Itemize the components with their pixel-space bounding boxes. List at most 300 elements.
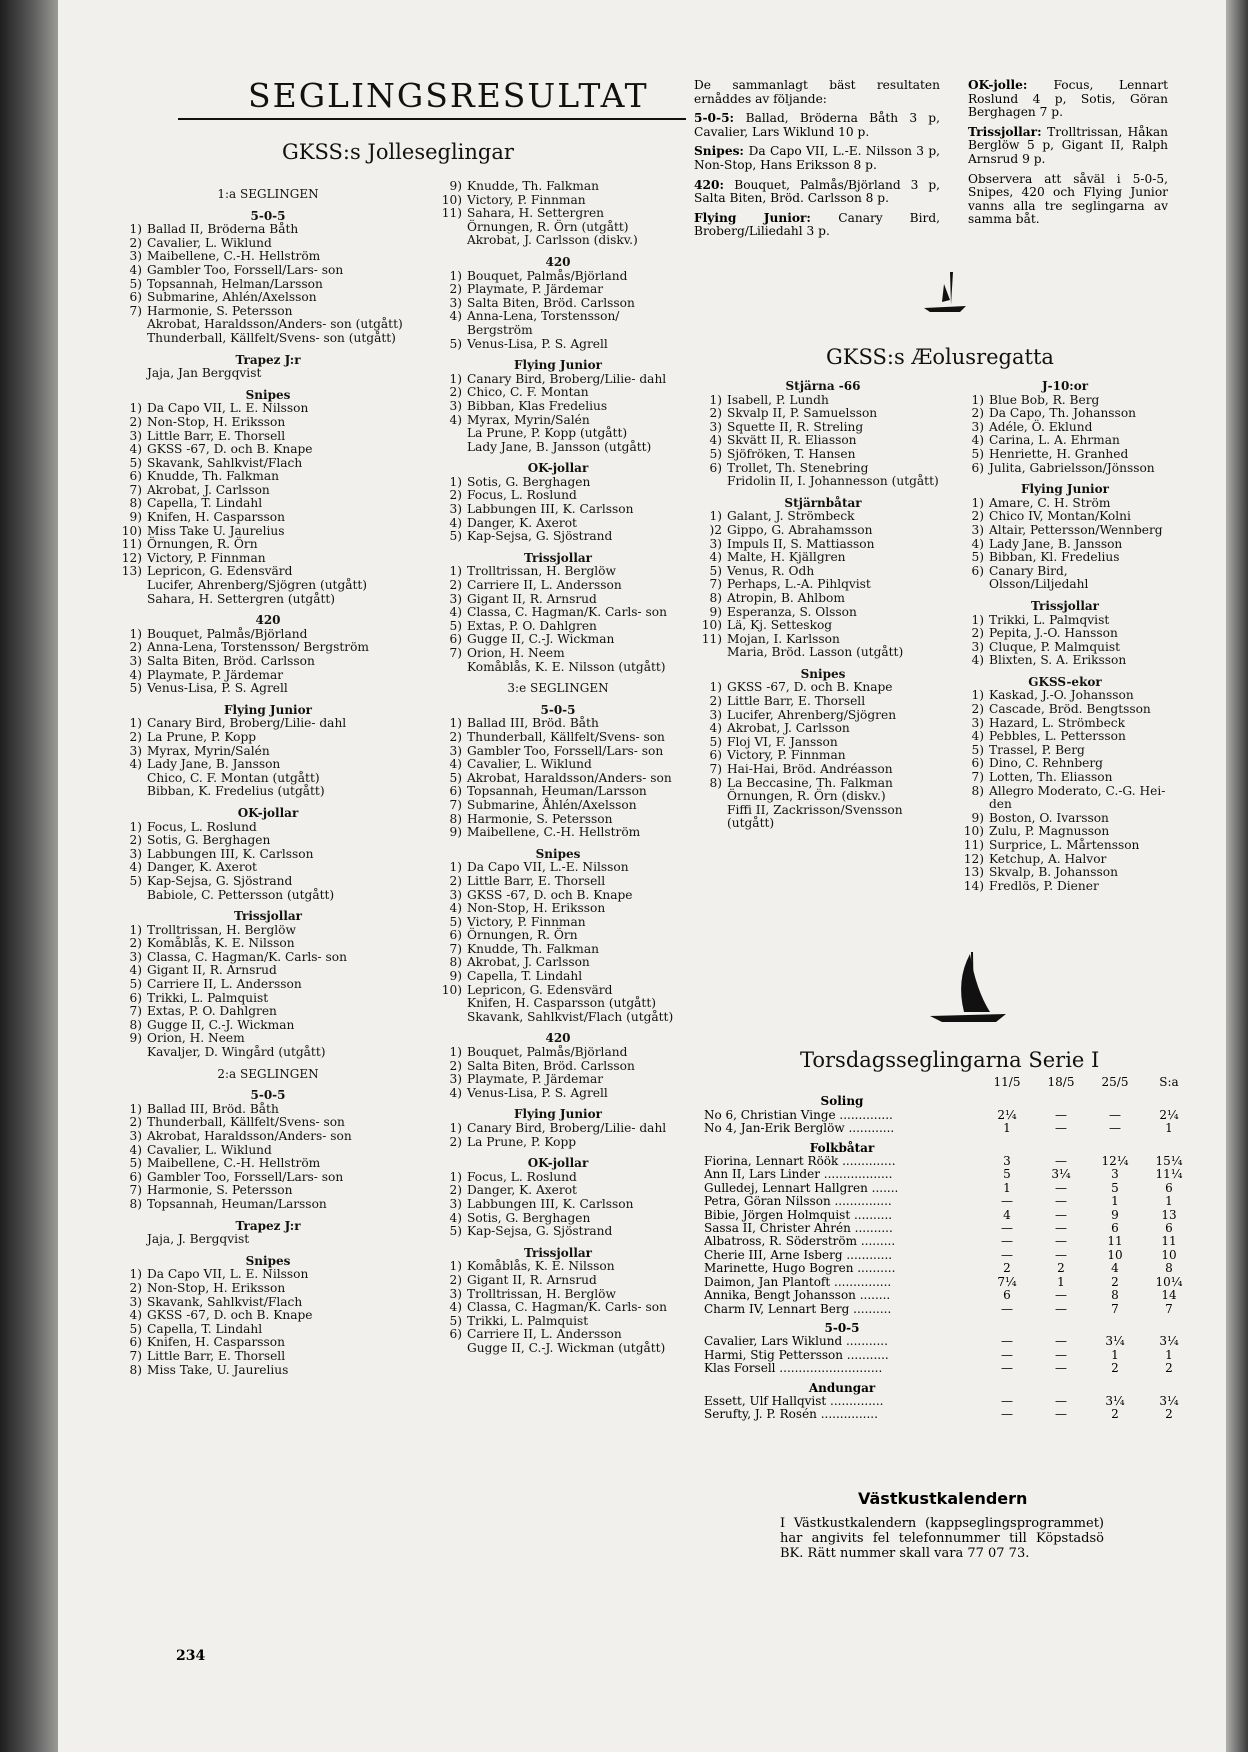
tors-row bbox=[704, 1249, 1184, 1262]
result-row bbox=[438, 503, 678, 517]
result-row bbox=[438, 1060, 678, 1074]
result-entry: Amare, C. H. Ström bbox=[989, 495, 1111, 510]
result-entry: Trolltrissan, H. Berglöw bbox=[147, 922, 296, 937]
tors-boat: Annika, Bengt Johansson ........ bbox=[704, 1289, 891, 1303]
result-row bbox=[698, 695, 948, 709]
tors-points: — bbox=[1055, 1234, 1067, 1249]
result-rank: 1) bbox=[709, 680, 722, 695]
result-row bbox=[118, 1103, 418, 1117]
result-entry: Cavalier, L. Wiklund bbox=[467, 757, 592, 772]
result-entry: Miss Take U. Jaurelius bbox=[147, 523, 285, 538]
result-entry: Orion, H. Neem bbox=[467, 646, 565, 660]
result-row bbox=[118, 484, 418, 498]
result-entry: GKSS -67, D. och B. Knape bbox=[727, 680, 893, 695]
result-entry: Anna-Lena, Torstensson/ Bergström bbox=[467, 309, 620, 337]
result-rank: 1) bbox=[449, 268, 462, 283]
summary-text: Bouquet, Palmås/Björland 3 p, Salta Biten, Bröd. Carlsson 8 p. bbox=[694, 177, 940, 206]
summary-line bbox=[968, 79, 1168, 120]
tors-row bbox=[704, 1109, 1184, 1122]
result-row bbox=[118, 889, 418, 903]
result-rank: 4) bbox=[971, 653, 984, 668]
result-row bbox=[438, 826, 678, 840]
result-row bbox=[438, 297, 678, 311]
result-row bbox=[438, 1212, 678, 1226]
result-row bbox=[438, 1087, 678, 1101]
tors-boat: Sassa II, Christer Ahrén .......... bbox=[704, 1222, 893, 1236]
result-rank: 2) bbox=[449, 385, 462, 400]
result-entry: Cavalier, L. Wiklund bbox=[147, 235, 272, 250]
result-rank bbox=[118, 579, 147, 593]
result-row bbox=[438, 283, 678, 297]
result-rank: 10) bbox=[121, 523, 142, 538]
result-rank: 11) bbox=[701, 631, 722, 646]
result-rank bbox=[698, 790, 727, 804]
tors-boat: Fiorina, Lennart Röök .............. bbox=[704, 1155, 896, 1169]
result-row bbox=[960, 703, 1170, 717]
result-entry: Örnungen, R. Örn (diskv.) bbox=[727, 789, 886, 804]
result-row bbox=[960, 853, 1170, 867]
result-entry: Trikki, L. Palmquist bbox=[147, 990, 269, 1005]
result-entry: Örnungen, R. Örn (utgått) bbox=[467, 219, 629, 234]
result-row bbox=[438, 1136, 678, 1150]
result-row bbox=[698, 722, 948, 736]
aeolus-heading: GKSS:s Æolusregatta bbox=[826, 345, 1054, 369]
result-rank: 5) bbox=[449, 618, 462, 633]
result-entry: Akrobat, J. Carlsson (diskv.) bbox=[467, 233, 638, 248]
result-row bbox=[960, 839, 1170, 853]
result-row bbox=[118, 593, 418, 607]
result-rank: 2) bbox=[971, 406, 984, 421]
result-rank: 1) bbox=[129, 401, 142, 416]
result-entry: Fiffi II, Zackrisson/Svensson (utgått) bbox=[727, 802, 903, 831]
result-row bbox=[438, 731, 678, 745]
result-row bbox=[438, 373, 678, 387]
result-rank: 5) bbox=[449, 914, 462, 929]
tors-points: 7 bbox=[1165, 1301, 1173, 1316]
tors-row bbox=[704, 1289, 1184, 1302]
result-entry: Blue Bob, R. Berg bbox=[989, 392, 1100, 407]
result-row bbox=[960, 407, 1170, 421]
section-heading: Snipes bbox=[245, 387, 291, 402]
result-entry: Non-Stop, H. Eriksson bbox=[467, 901, 606, 916]
tors-points: — bbox=[1055, 1247, 1067, 1262]
tors-row bbox=[704, 1262, 1184, 1275]
section-heading: Snipes bbox=[800, 666, 846, 681]
result-entry: Cavalier, L. Wiklund bbox=[147, 1142, 272, 1157]
result-rank: 2) bbox=[129, 833, 142, 848]
result-rank: 5) bbox=[971, 742, 984, 757]
tors-points: — bbox=[1001, 1194, 1013, 1209]
tors-points: — bbox=[1001, 1234, 1013, 1249]
result-row bbox=[438, 606, 678, 620]
result-rank: 7) bbox=[971, 770, 984, 785]
result-row bbox=[438, 772, 678, 786]
result-row bbox=[698, 606, 948, 620]
result-entry: Playmate, P. Järdemar bbox=[147, 667, 284, 682]
tors-points: — bbox=[1001, 1347, 1013, 1362]
result-rank: 3) bbox=[971, 419, 984, 434]
tors-points: 3¼ bbox=[1105, 1393, 1125, 1408]
result-rank: 9) bbox=[129, 1031, 142, 1046]
result-row bbox=[438, 1073, 678, 1087]
result-rank: 4) bbox=[129, 1308, 142, 1323]
result-rank: 8) bbox=[971, 783, 984, 798]
result-rank: 6) bbox=[449, 928, 462, 943]
result-entry: Gugge II, C.-J. Wickman (utgått) bbox=[467, 1340, 666, 1355]
tors-points: 1 bbox=[1165, 1347, 1173, 1362]
vastkust-text: I Västkustkalendern (kappseglingsprogrammet) har angivits fel telefonnummer till Köpstadsö BK. Rätt nummer skall vara 77 07 73. bbox=[780, 1516, 1104, 1561]
result-row bbox=[438, 476, 678, 490]
result-rank: 6) bbox=[449, 1327, 462, 1342]
tors-header-row bbox=[704, 1076, 1184, 1089]
result-entry: Gambler Too, Forssell/Lars- son bbox=[467, 743, 664, 758]
tors-points: 1 bbox=[1165, 1121, 1173, 1136]
section-heading: Trissjollar bbox=[233, 909, 302, 924]
result-rank: 2) bbox=[129, 729, 142, 744]
result-entry: Kap-Sejsa, G. Sjöstrand bbox=[467, 529, 613, 544]
result-rank: 1) bbox=[129, 1101, 142, 1116]
result-row bbox=[118, 1130, 418, 1144]
result-row bbox=[698, 709, 948, 723]
result-rank bbox=[118, 785, 147, 799]
result-entry: Danger, K. Axerot bbox=[467, 515, 577, 530]
book-binding bbox=[0, 0, 58, 1752]
result-entry: Bibban, Kl. Fredelius bbox=[989, 550, 1120, 565]
result-row bbox=[438, 1342, 678, 1356]
result-rank: 4) bbox=[129, 757, 142, 772]
summary-class: 5-0-5: bbox=[694, 111, 746, 126]
result-rank: 6) bbox=[129, 990, 142, 1005]
result-rank: 4) bbox=[449, 901, 462, 916]
result-row bbox=[438, 1011, 678, 1025]
result-row bbox=[118, 937, 418, 951]
tors-row bbox=[704, 1349, 1184, 1362]
tors-points: — bbox=[1055, 1154, 1067, 1169]
tors-row bbox=[704, 1209, 1184, 1222]
result-row bbox=[438, 441, 678, 455]
result-entry: Salta Biten, Bröd. Carlsson bbox=[467, 1058, 635, 1073]
tors-points: 1 bbox=[1111, 1347, 1119, 1362]
result-row bbox=[118, 669, 418, 683]
result-entry: Labbungen III, K. Carlsson bbox=[467, 502, 634, 517]
tors-points: 3 bbox=[1003, 1154, 1011, 1169]
result-entry: Canary Bird, Broberg/Lilie- dahl bbox=[467, 371, 667, 386]
result-rank: 3) bbox=[129, 249, 142, 264]
title-rule bbox=[178, 118, 686, 120]
result-row bbox=[118, 731, 418, 745]
result-entry: Lucifer, Ahrenberg/Sjögren bbox=[727, 707, 897, 722]
result-row bbox=[438, 1328, 678, 1342]
result-entry: Hazard, L. Strömbeck bbox=[989, 715, 1125, 730]
tors-points: — bbox=[1055, 1107, 1067, 1122]
result-entry: Venus-Lisa, P. S. Agrell bbox=[147, 681, 288, 696]
result-entry: Bouquet, Palmås/Björland bbox=[147, 626, 308, 641]
jolle-heading: GKSS:s Jolleseglingar bbox=[282, 140, 514, 164]
tors-points: 3¼ bbox=[1159, 1334, 1179, 1349]
result-rank: 1) bbox=[449, 1045, 462, 1060]
result-entry: La Prune, P. Kopp bbox=[467, 1134, 577, 1149]
result-rank: 1) bbox=[709, 392, 722, 407]
result-entry: Cluque, P. Malmquist bbox=[989, 639, 1121, 654]
result-row bbox=[118, 1019, 418, 1033]
section-heading: Snipes bbox=[245, 1253, 291, 1268]
result-entry: Venus-Lisa, P. S. Agrell bbox=[467, 336, 608, 351]
tors-boat: Daimon, Jan Plantoft ............... bbox=[704, 1275, 892, 1289]
tors-row bbox=[704, 1408, 1184, 1421]
result-rank: 4) bbox=[971, 729, 984, 744]
result-entry: Trassel, P. Berg bbox=[989, 742, 1085, 757]
result-entry: Canary Bird, Olsson/Liljedahl bbox=[989, 563, 1089, 592]
result-row bbox=[118, 470, 418, 484]
result-rank: 2) bbox=[971, 509, 984, 524]
result-rank: 4) bbox=[449, 412, 462, 427]
result-row bbox=[118, 538, 418, 552]
tors-points: — bbox=[1001, 1301, 1013, 1316]
result-entry: Carriere II, L. Andersson bbox=[467, 578, 622, 593]
result-entry: Carriere II, L. Andersson bbox=[147, 977, 302, 992]
result-rank: 2) bbox=[129, 1280, 142, 1295]
result-entry: Maibellene, C.-H. Hellström bbox=[147, 1156, 321, 1171]
tors-boat: Serufty, J. P. Rosén ............... bbox=[704, 1408, 878, 1422]
result-entry: Anna-Lena, Torstensson/ Bergström bbox=[147, 640, 369, 655]
result-rank: 3) bbox=[449, 1196, 462, 1211]
column-1 bbox=[118, 180, 418, 1377]
tors-row bbox=[704, 1362, 1184, 1375]
result-rank: 5) bbox=[709, 563, 722, 578]
result-row bbox=[438, 661, 678, 675]
result-rank: 5) bbox=[449, 1313, 462, 1328]
result-rank: 3) bbox=[129, 1129, 142, 1143]
tors-points: — bbox=[1109, 1107, 1121, 1122]
result-rank: 11) bbox=[963, 838, 984, 852]
tors-points: 7¼ bbox=[997, 1274, 1017, 1289]
result-rank: 2) bbox=[449, 488, 462, 503]
result-row bbox=[438, 427, 678, 441]
result-row bbox=[960, 538, 1170, 552]
result-entry: Capella, T. Lindahl bbox=[467, 969, 583, 984]
result-row bbox=[118, 834, 418, 848]
result-rank: 2) bbox=[449, 1272, 462, 1287]
result-entry: Allegro Moderato, C.-G. Hei- den bbox=[989, 783, 1166, 812]
tors-points: — bbox=[1055, 1221, 1067, 1236]
result-entry: Fredlös, P. Diener bbox=[989, 878, 1099, 893]
result-row bbox=[438, 579, 678, 593]
result-row bbox=[438, 620, 678, 634]
result-row bbox=[118, 758, 418, 772]
result-row bbox=[960, 641, 1170, 655]
result-row bbox=[960, 394, 1170, 408]
result-entry: Pebbles, L. Pettersson bbox=[989, 729, 1126, 744]
result-entry: Hai-Hai, Bröd. Andréasson bbox=[727, 762, 893, 777]
tors-points: 1 bbox=[1057, 1274, 1065, 1289]
result-row bbox=[118, 318, 418, 332]
result-rank: 9) bbox=[449, 969, 462, 984]
summary-line bbox=[694, 212, 940, 239]
result-row bbox=[438, 799, 678, 813]
result-rank: 11) bbox=[121, 537, 142, 552]
result-row bbox=[438, 489, 678, 503]
result-rank: 2) bbox=[129, 235, 142, 250]
summary-intro: De sammanlagt bäst resultaten ernåddes av följande: bbox=[694, 78, 940, 106]
result-row bbox=[698, 592, 948, 606]
result-rank: 7) bbox=[129, 303, 142, 318]
result-entry: Submarine, Ahlén/Axelsson bbox=[147, 290, 317, 305]
tors-points: 1 bbox=[1003, 1180, 1011, 1195]
result-rank: 3) bbox=[129, 846, 142, 861]
tors-points: — bbox=[1055, 1301, 1067, 1316]
result-rank: 5) bbox=[971, 446, 984, 461]
tors-row bbox=[704, 1303, 1184, 1316]
result-entry: Classa, C. Hagman/K. Carls- son bbox=[467, 1300, 667, 1315]
result-entry: GKSS -67, D. och B. Knape bbox=[147, 442, 313, 457]
result-entry: Canary Bird, Broberg/Lilie- dahl bbox=[467, 1121, 667, 1135]
result-entry: Komåblås, K. E. Nilsson (utgått) bbox=[467, 659, 666, 674]
result-row bbox=[960, 434, 1170, 448]
result-row bbox=[118, 964, 418, 978]
result-row bbox=[960, 654, 1170, 668]
section-heading: Flying Junior bbox=[224, 702, 312, 717]
result-entry: Henriette, H. Granhed bbox=[989, 446, 1129, 461]
result-row bbox=[960, 757, 1170, 771]
result-entry: Bouquet, Palmås/Björland bbox=[467, 1045, 628, 1060]
result-rank: 8) bbox=[129, 1196, 142, 1211]
result-entry: Chico, C. F. Montan (utgått) bbox=[147, 770, 320, 785]
result-row bbox=[960, 812, 1170, 826]
result-entry: Ballad II, Bröderna Båth bbox=[147, 222, 299, 237]
tors-points: 4 bbox=[1111, 1261, 1119, 1276]
result-rank bbox=[118, 593, 147, 607]
result-entry: Maibellene, C.-H. Hellström bbox=[467, 825, 641, 840]
tors-date-header: S:a bbox=[1159, 1075, 1179, 1089]
tors-boat: No 6, Christian Vinge .............. bbox=[704, 1108, 893, 1122]
result-entry: Jaja, Jan Bergqvist bbox=[147, 366, 262, 381]
result-row bbox=[438, 1288, 678, 1302]
result-row bbox=[698, 448, 948, 462]
result-rank: 5) bbox=[449, 336, 462, 351]
result-rank: 2) bbox=[449, 1134, 462, 1149]
section-heading: 5-0-5 bbox=[250, 208, 286, 223]
result-entry: Myrax, Myrin/Salén bbox=[147, 743, 270, 758]
result-rank: 6) bbox=[449, 632, 462, 647]
summary-class: OK-jolle: bbox=[968, 78, 1054, 92]
result-entry: Bibban, Klas Fredelius bbox=[467, 398, 608, 413]
tors-points: 2 bbox=[1003, 1261, 1011, 1276]
result-rank: 6) bbox=[129, 1335, 142, 1350]
tors-points: — bbox=[1001, 1393, 1013, 1408]
result-entry: Gigant II, R. Arnsrud bbox=[467, 591, 597, 606]
result-rank: 10) bbox=[441, 192, 462, 207]
result-entry: Akrobat, J. Carlsson bbox=[727, 721, 850, 736]
result-rank: 9) bbox=[709, 604, 722, 619]
tors-heading: Torsdagsseglingarna Serie I bbox=[800, 1048, 1100, 1072]
result-row bbox=[438, 338, 678, 352]
result-entry: Surprice, L. Mårtensson bbox=[989, 838, 1140, 852]
result-entry: Gambler Too, Forssell/Lars- son bbox=[147, 262, 344, 277]
result-entry: Thunderball, Källfelt/Svens- son bbox=[147, 1115, 345, 1130]
result-rank: 1) bbox=[449, 564, 462, 579]
tors-points: 6 bbox=[1003, 1288, 1011, 1303]
result-entry: Dino, C. Rehnberg bbox=[989, 756, 1103, 771]
result-entry: Skavank, Sahlkvist/Flach bbox=[147, 455, 303, 470]
result-entry: Sahara, H. Settergren bbox=[467, 206, 605, 221]
result-entry: Knudde, Th. Falkman bbox=[147, 469, 279, 484]
result-entry: Akrobat, J. Carlsson bbox=[147, 482, 270, 497]
result-rank: 6) bbox=[709, 460, 722, 475]
tors-points: 13 bbox=[1161, 1207, 1177, 1222]
result-entry: Lepricon, G. Edensvärd bbox=[147, 564, 293, 579]
result-entry: Lä, Kj. Setteskog bbox=[727, 618, 833, 633]
tors-points: — bbox=[1055, 1334, 1067, 1349]
result-entry: Perhaps, L.-A. Pihlqvist bbox=[727, 577, 871, 592]
result-row bbox=[118, 1198, 418, 1212]
tors-points: — bbox=[1055, 1180, 1067, 1195]
result-rank: 7) bbox=[709, 577, 722, 592]
tors-boat: Klas Forsell ........................... bbox=[704, 1362, 883, 1376]
tors-points: — bbox=[1055, 1361, 1067, 1376]
sailboat-large-icon bbox=[926, 950, 1010, 1026]
vastkust-heading: Västkustkalendern bbox=[858, 1489, 1028, 1508]
summary-class: Flying Junior: bbox=[694, 210, 839, 225]
result-row bbox=[118, 641, 418, 655]
result-entry: Trikki, L. Palmqvist bbox=[989, 612, 1110, 627]
result-row bbox=[698, 681, 948, 695]
tors-points: 2 bbox=[1165, 1361, 1173, 1376]
result-row bbox=[118, 264, 418, 278]
result-row bbox=[118, 951, 418, 965]
result-entry: Julita, Gabrielsson/Jönsson bbox=[989, 460, 1155, 475]
result-rank: 3) bbox=[129, 654, 142, 668]
result-rank: 3) bbox=[129, 428, 142, 443]
result-rank: )2 bbox=[709, 522, 722, 537]
result-row bbox=[118, 682, 418, 696]
result-entry: Akrobat, Haraldsson/Anders- son (utgått) bbox=[147, 317, 403, 332]
result-rank: 8) bbox=[129, 496, 142, 511]
tors-points: 8 bbox=[1111, 1288, 1119, 1303]
result-rank: 12) bbox=[121, 550, 142, 565]
result-row bbox=[118, 785, 418, 799]
tors-points: 6 bbox=[1165, 1180, 1173, 1195]
result-rank: 2) bbox=[129, 414, 142, 429]
result-rank bbox=[438, 234, 467, 248]
result-row bbox=[118, 367, 418, 381]
tors-points: — bbox=[1055, 1288, 1067, 1303]
tors-row bbox=[704, 1182, 1184, 1195]
section-heading: GKSS-ekor bbox=[1028, 674, 1102, 689]
result-entry: Topsannah, Helman/Larsson bbox=[147, 276, 323, 291]
result-entry: Maria, Bröd. Lasson (utgått) bbox=[727, 645, 904, 660]
result-rank: 6) bbox=[971, 563, 984, 578]
result-row bbox=[960, 565, 1170, 592]
result-row bbox=[118, 579, 418, 593]
result-row bbox=[438, 221, 678, 235]
result-row bbox=[960, 866, 1170, 880]
result-entry: Sotis, G. Berghagen bbox=[467, 474, 591, 489]
result-row bbox=[118, 1005, 418, 1019]
result-entry: Chico, C. F. Montan bbox=[467, 385, 589, 400]
result-entry: Little Barr, E. Thorsell bbox=[467, 873, 606, 888]
result-rank: 8) bbox=[129, 1017, 142, 1032]
result-entry: Kap-Sejsa, G. Sjöstrand bbox=[467, 1224, 613, 1239]
result-row bbox=[118, 457, 418, 471]
result-rank: 6) bbox=[449, 784, 462, 799]
summary-text: Observera att såväl i 5-0-5, Snipes, 420 och Flying Junior vanns alla tre seglingarna av samma båt. bbox=[968, 171, 1168, 227]
result-entry: La Beccasine, Th. Falkman bbox=[727, 775, 893, 790]
tors-points: 11 bbox=[1161, 1234, 1177, 1249]
result-rank: 8) bbox=[129, 1362, 142, 1377]
result-row bbox=[118, 745, 418, 759]
section-heading: Trissjollar bbox=[523, 550, 592, 565]
result-entry: Knifen, H. Casparsson bbox=[147, 1335, 285, 1350]
